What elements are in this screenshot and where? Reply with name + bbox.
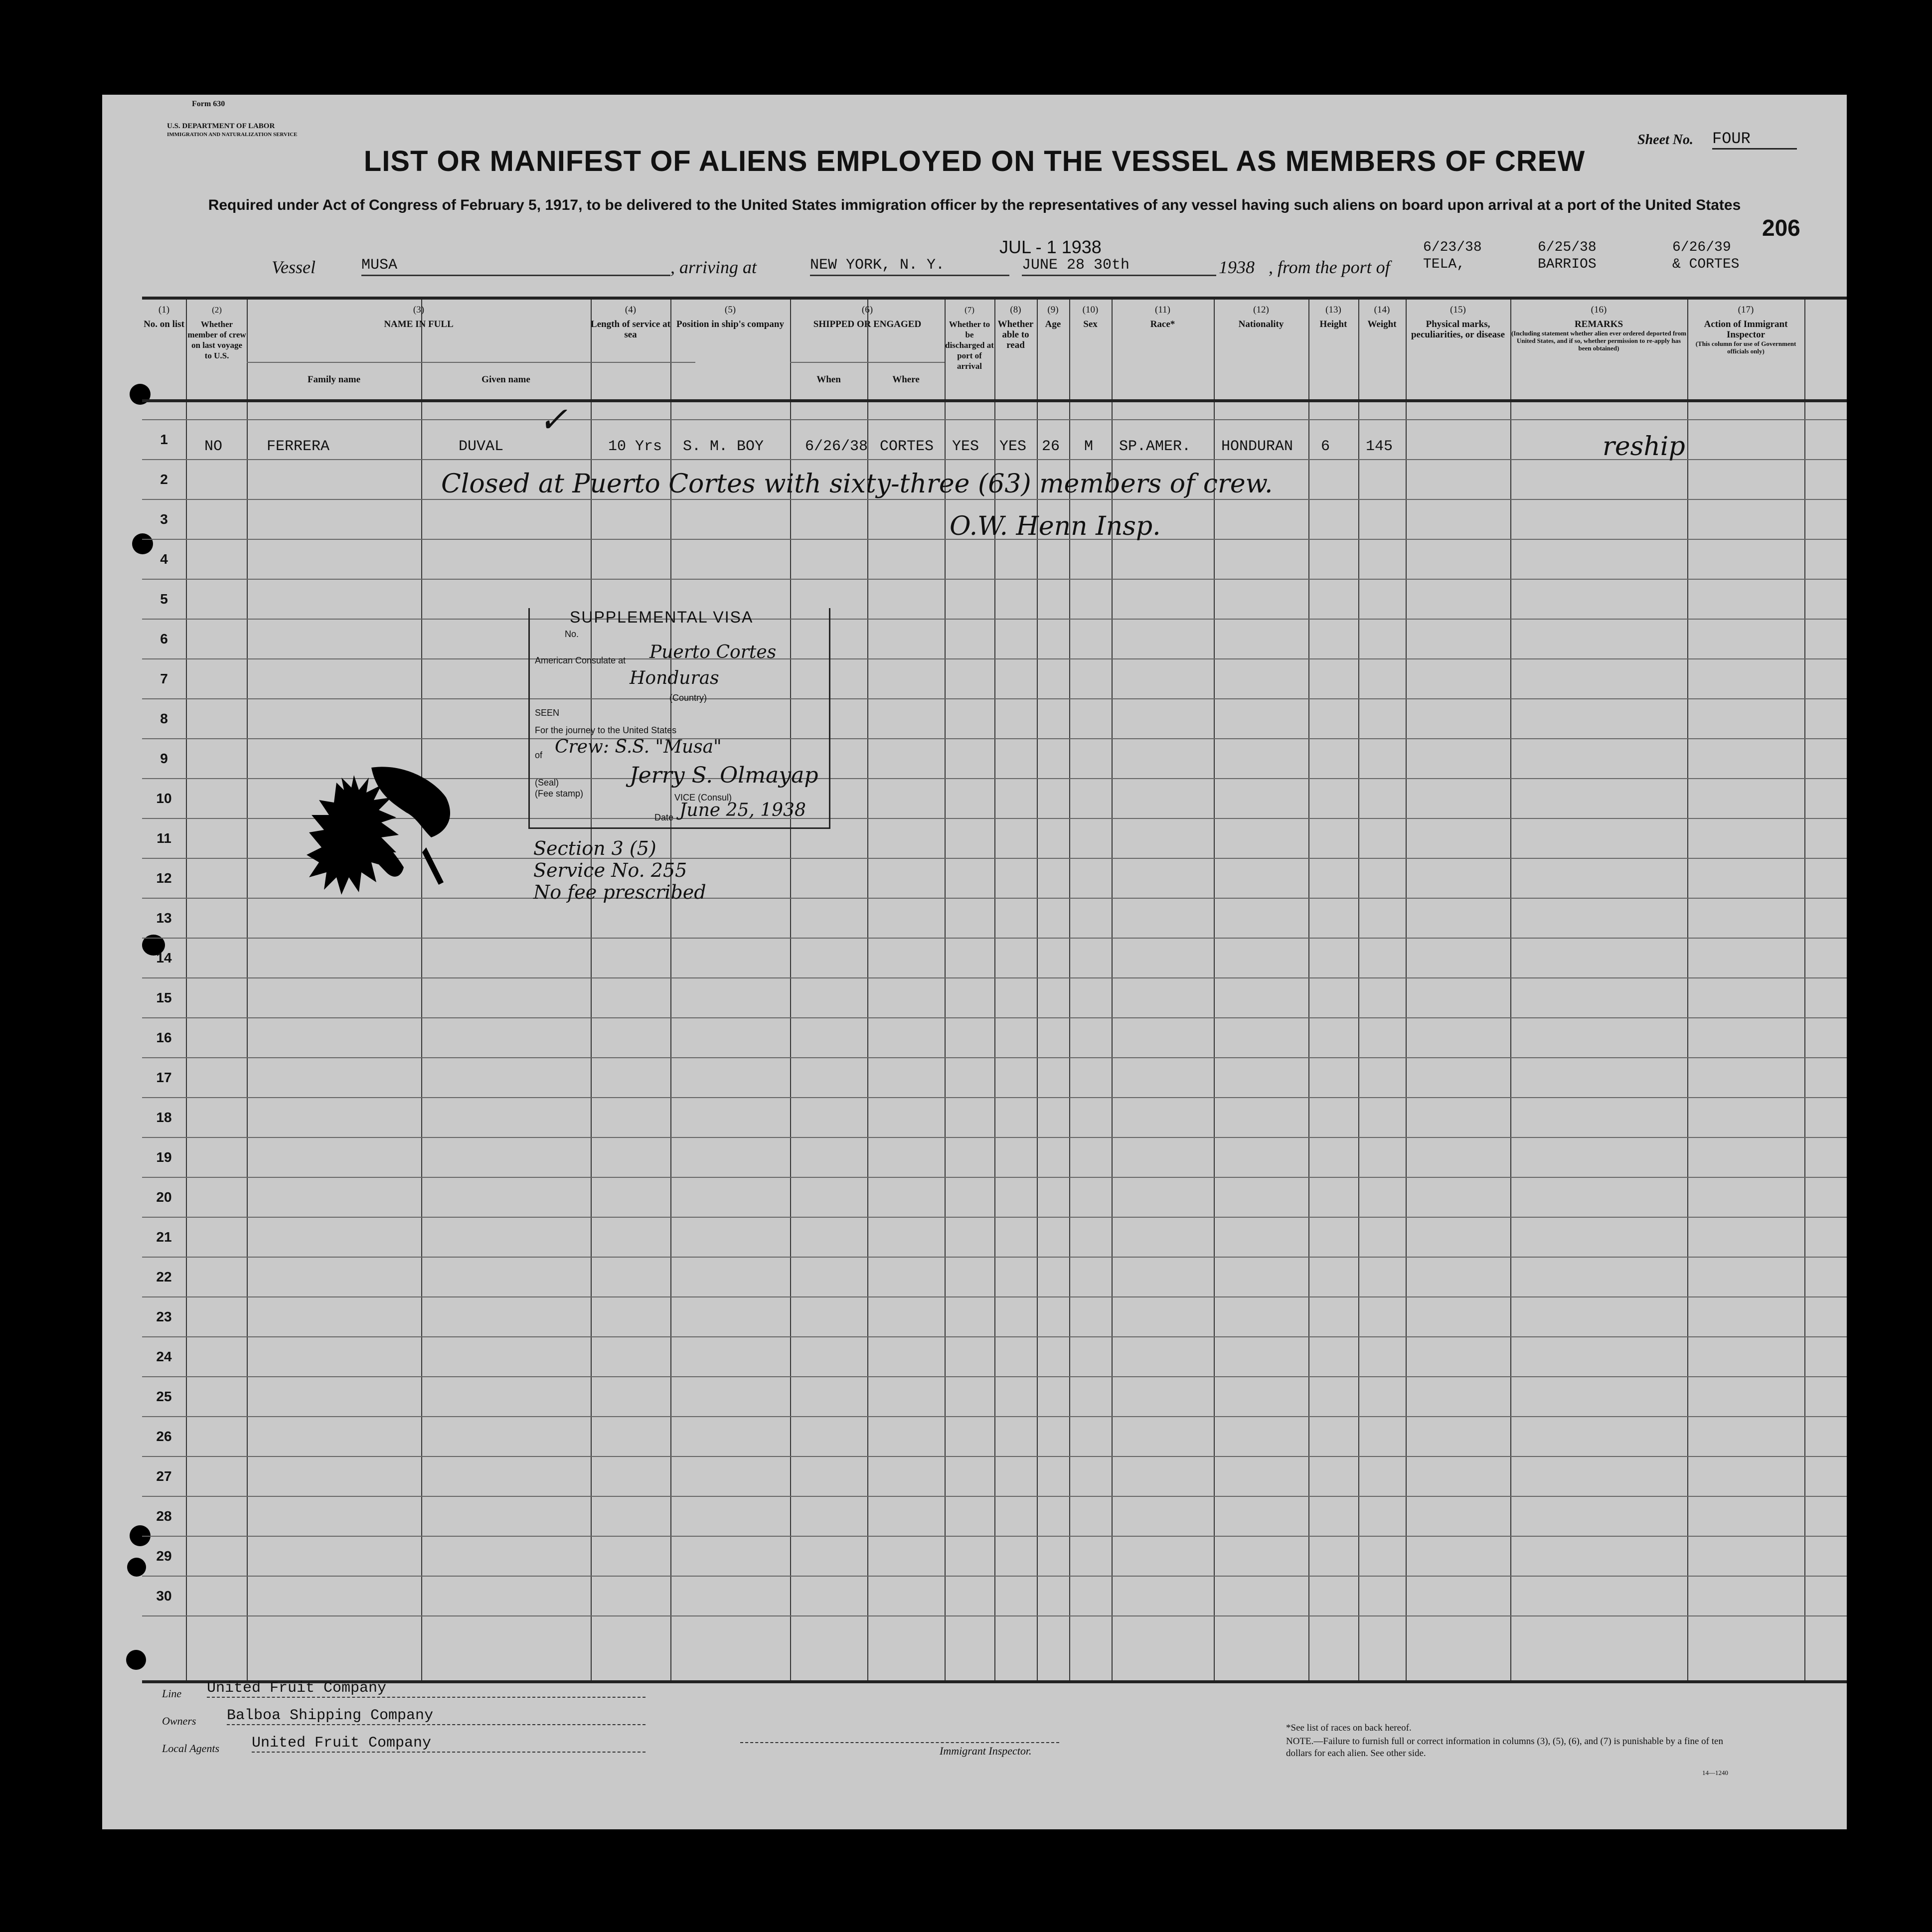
cell-last-voyage: NO [204,438,223,455]
agents-label: Local Agents [162,1742,220,1755]
row-number: 1 [160,432,168,447]
row-rule [142,459,1847,460]
visa-consul-label: VICE (Consul) [674,793,732,803]
row-number: 4 [160,551,168,567]
visa-country-value: Honduras [630,668,719,688]
col-label: Whether able to read [997,319,1034,350]
row-number: 25 [156,1389,172,1404]
cell-service: 10 Yrs [608,438,662,455]
col-number: (6) [861,305,873,315]
department-label [167,122,298,139]
sheet-label: Sheet No. [1637,132,1693,148]
row-number: 12 [156,870,172,886]
col-header-when: When [816,374,841,385]
col-header-weight [1358,305,1406,329]
row-rule [142,1615,1847,1616]
col-label: Physical marks, peculiarities, or disease [1411,319,1505,340]
col-label: Whether to be discharged at port of arrival [945,320,994,371]
col-label: Position in ship's company [676,319,784,329]
visa-fee-label: (Fee stamp) [535,789,584,799]
row-rule [142,738,1847,739]
port-name: & CORTES [1672,257,1740,272]
col-label: No. on list [144,319,184,329]
row-rule [142,1576,1847,1577]
closing-note: Closed at Puerto Cortes with sixty-three (63) members of crew. [441,469,1273,499]
column-divider [1069,300,1070,1680]
document-title: LIST OR MANIFEST OF ALIENS EMPLOYED ON THE VESSEL AS MEMBERS OF CREW [363,145,1586,177]
row-number: 20 [156,1189,172,1205]
cell-sex: M [1084,438,1094,455]
col-number: (17) [1738,305,1754,315]
row-rule [142,1536,1847,1537]
arrival-stamp-date: JUL - 1 1938 [999,237,1102,257]
col-header-name [247,305,591,329]
row-number: 27 [156,1468,172,1484]
port-name: TELA, [1423,257,1465,272]
cell-remarks: reship [1603,432,1685,462]
row-rule [142,1296,1847,1297]
port-of-call [1423,239,1482,273]
visa-consulate-place: Puerto Cortes [649,642,777,662]
cell-given-name: DUVAL [459,438,504,455]
department-name: U.S. DEPARTMENT OF LABOR [167,122,275,130]
crew-manifest-table [142,297,1847,1683]
col-sublabel: (This column for use of Government officials only) [1695,340,1796,355]
row-rule [142,499,1847,500]
col-number: (10) [1082,305,1099,315]
page-number: 206 [1762,215,1800,241]
cell-position: S. M. BOY [683,438,764,455]
row-number: 7 [160,671,168,686]
row-number: 15 [156,990,172,1005]
row-number: 3 [160,511,168,527]
row-number: 2 [160,472,168,487]
col-header-last-voyage [187,305,247,361]
column-divider [670,300,671,1680]
col-header-race [1112,305,1214,329]
cell-when: 6/26/38 [805,438,868,455]
row-number: 16 [156,1030,172,1045]
col-label: REMARKS [1574,319,1623,329]
col-header-no [142,305,186,329]
column-divider [790,300,791,1680]
manifest-sheet [102,95,1847,1829]
column-divider [591,300,592,1680]
port-date: 6/25/38 [1538,240,1597,255]
seal-blot [422,847,444,885]
row-number: 5 [160,591,168,607]
subheader-rule [790,362,945,363]
row-rule [142,619,1847,620]
inspector-signature-line [740,1742,1059,1743]
col-header-family-name: Family name [307,374,361,385]
col-header-remarks [1510,305,1687,352]
col-number: (5) [724,305,736,315]
visa-of-value: Crew: S.S. "Musa" [555,737,722,757]
col-number: (8) [1010,305,1021,315]
consular-seal [307,763,496,912]
row-rule [142,1257,1847,1258]
row-rule [142,1456,1847,1457]
col-header-given-name: Given name [482,374,530,385]
col-label: Age [1045,319,1061,329]
row-number: 11 [157,830,171,846]
col-number: (3) [413,305,425,315]
col-number: (12) [1253,305,1269,315]
supplemental-visa-stamp [528,608,830,829]
column-divider [1687,300,1688,1680]
row-rule [142,977,1847,978]
cell-discharged: YES [952,438,979,455]
header-separator [142,399,1847,402]
cell-read: YES [999,438,1027,455]
vessel-name: MUSA [361,257,670,276]
column-divider [1112,300,1113,1680]
row-number: 18 [156,1110,172,1125]
row-number: 14 [156,950,172,966]
visa-of-label: of [535,750,543,760]
column-divider [1804,300,1805,1680]
col-number: (11) [1155,305,1170,315]
row-number: 8 [160,711,168,726]
sheet-value: FOUR [1712,130,1797,150]
port-date: 6/26/39 [1672,240,1731,255]
form-number: Form 630 [192,100,225,108]
inspector-signature: O.W. Henn Insp. [950,511,1161,541]
penalty-note: NOTE.—Failure to furnish full or correct information in columns (3), (5), (6), and (7) is punishable by a fine of ten dollars for each alien. See other side. [1286,1736,1723,1759]
col-label: Length of service at sea [591,319,670,340]
row-rule [142,1137,1847,1138]
row-number: 28 [156,1508,172,1524]
check-mark: ✓ [538,399,568,440]
col-header-nationality [1214,305,1308,329]
cell-nationality: HONDURAN [1221,438,1293,455]
row-number: 6 [160,631,168,646]
section-note-line: Section 3 (5) [533,837,656,859]
col-header-read [994,305,1037,350]
visa-date-value: June 25, 1938 [679,800,806,820]
arriving-label: , arriving at [670,257,757,277]
visa-no-label: No. [565,629,579,639]
owners-label: Owners [162,1715,196,1727]
agents-value: United Fruit Company [252,1735,645,1753]
col-header-inspector-action [1687,305,1804,355]
column-divider [945,300,946,1680]
col-number: (4) [625,305,637,315]
arrival-date: JUNE 28 30th [1022,257,1216,276]
column-divider [994,300,995,1680]
row-rule [142,1416,1847,1417]
col-number: (14) [1374,305,1390,315]
column-divider [1037,300,1038,1680]
col-header-where: Where [892,374,920,385]
row-rule [142,938,1847,939]
column-divider [1308,300,1309,1680]
col-number: (7) [965,305,974,315]
row-number: 23 [156,1309,172,1324]
row-number: 10 [156,791,172,806]
section-note-line: No fee prescribed [533,881,706,903]
vessel-label: Vessel [272,257,316,277]
consul-signature: Jerry S. Olmayap [630,763,818,788]
row-rule [142,1336,1847,1337]
col-label: Whether member of crew on last voyage to U.S. [187,320,246,360]
cell-family-name: FERRERA [267,438,330,455]
cell-age: 26 [1042,438,1060,455]
col-label: Nationality [1238,319,1284,329]
line-label: Line [162,1687,182,1700]
row-number: 29 [156,1548,172,1564]
from-port-label: , from the port of [1269,257,1390,277]
visa-seal-label: (Seal) [535,778,559,788]
port-of-call [1672,239,1739,273]
visa-journey: For the journey to the United States [535,725,677,735]
cell-weight: 145 [1366,438,1393,455]
col-label: Action of Immigrant Inspector [1704,319,1788,340]
immigrant-inspector-label: Immigrant Inspector. [940,1745,1032,1757]
port-of-call [1538,239,1597,273]
cell-where: CORTES [880,438,934,455]
col-number: (16) [1591,305,1607,315]
column-divider [247,300,248,1680]
row-number: 19 [156,1149,172,1165]
section-note [533,837,706,903]
col-header-age [1037,305,1069,329]
visa-date-label: Date [654,812,674,822]
row-number: 30 [156,1588,172,1604]
col-number: (1) [158,305,170,315]
row-number: 21 [156,1229,172,1245]
owners-value: Balboa Shipping Company [227,1707,645,1725]
row-rule [142,1177,1847,1178]
col-label: Weight [1367,319,1397,329]
row-rule [142,698,1847,699]
subheader-rule [247,362,695,363]
col-number: (2) [212,305,222,315]
row-rule [142,1057,1847,1058]
section-note-line: Service No. 255 [533,859,687,881]
row-rule [142,1017,1847,1018]
cell-race: SP.AMER. [1119,438,1191,455]
row-rule [142,1097,1847,1098]
document-subtitle: Required under Act of Congress of February 5, 1917, to be delivered to the United States immigration officer by the representatives of any vessel having such aliens on board upon arrival at a port of the United States [208,197,1741,213]
row-number: 17 [156,1070,172,1085]
row-number: 13 [156,910,172,926]
col-label: Sex [1083,319,1098,329]
arriving-port: NEW YORK, N. Y. [810,257,1009,276]
line-value: United Fruit Company [207,1680,645,1698]
race-footnote: *See list of races on back hereof. [1286,1723,1412,1733]
visa-seen: SEEN [535,708,560,718]
col-number: (9) [1047,305,1059,315]
service-name: IMMIGRATION AND NATURALIZATION SERVICE [167,132,298,138]
col-label: NAME IN FULL [384,319,454,329]
visa-consulate-label: American Consulate at [535,655,626,665]
col-header-sex [1069,305,1112,329]
column-divider [1406,300,1407,1680]
col-label: Race* [1150,319,1175,329]
column-divider [867,300,868,1680]
column-divider [1214,300,1215,1680]
row-rule [142,579,1847,580]
row-number: 26 [156,1429,172,1444]
row-number: 24 [156,1349,172,1364]
row-number: 9 [160,751,168,766]
visa-title: SUPPLEMENTAL VISA [570,608,754,626]
port-date: 6/23/38 [1423,240,1482,255]
row-rule [142,1217,1847,1218]
cell-height: 6 [1321,438,1330,455]
row-rule [142,658,1847,659]
port-name: BARRIOS [1538,257,1597,272]
column-divider [1510,300,1511,1680]
column-divider [186,300,187,1680]
column-divider [421,300,422,1680]
col-number: (13) [1325,305,1341,315]
visa-country-label: (Country) [669,693,707,703]
col-number: (15) [1450,305,1466,315]
col-header-shipped [790,305,945,329]
col-header-height [1308,305,1358,329]
form-code: 14—1240 [1702,1769,1728,1776]
col-sublabel: (Including statement whether alien ever ordered deported from United States, and if so, whether permission to re-apply has been obtained) [1511,329,1687,352]
col-label: Height [1319,319,1347,329]
arrival-year: 1938 [1219,257,1255,277]
col-label: SHIPPED OR ENGAGED [813,319,922,329]
col-header-physical-marks [1406,305,1510,340]
col-header-position [670,305,790,329]
row-rule [142,1496,1847,1497]
row-number: 22 [156,1269,172,1285]
col-header-discharged [945,305,994,371]
row-rule [142,1376,1847,1377]
col-header-service [591,305,670,340]
row-rule [142,419,1847,420]
column-divider [1358,300,1359,1680]
